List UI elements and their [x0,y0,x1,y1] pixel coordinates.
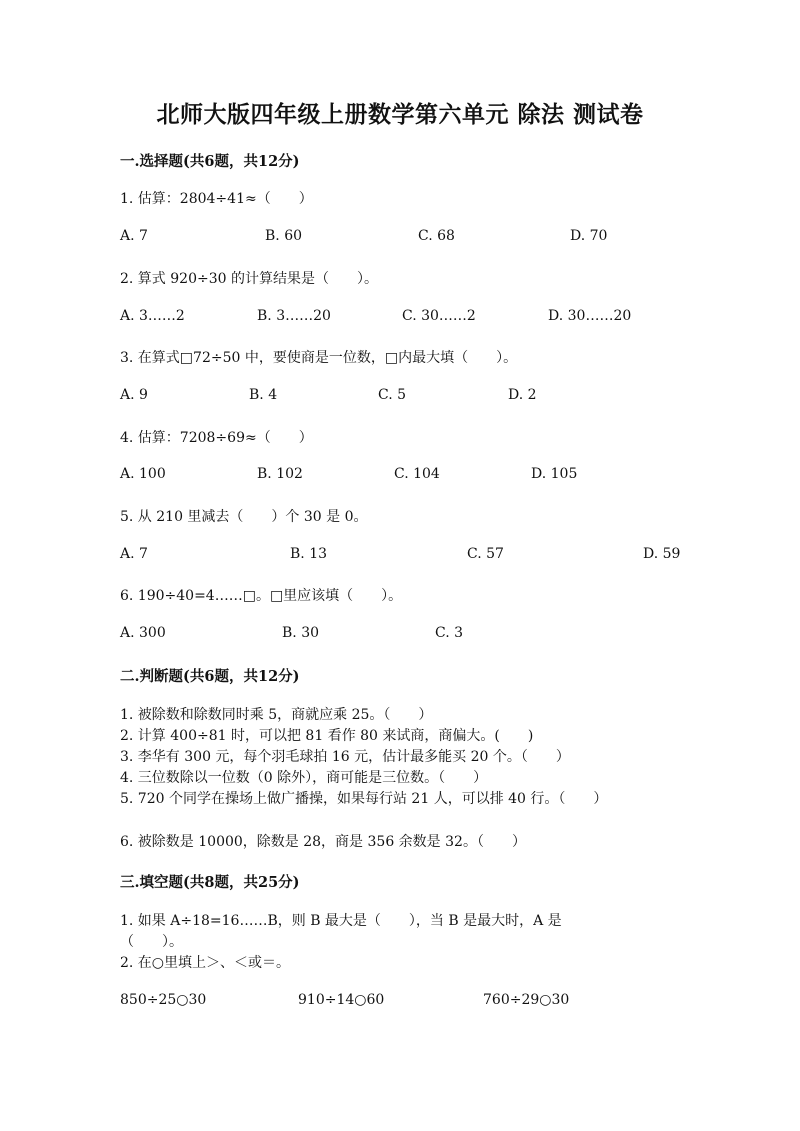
question-text: 2. 算式 920÷30 的计算结果是（ ）。 [120,271,378,287]
compare-expression: 850÷25○30 [120,992,207,1008]
option-d: D. 105 [531,466,578,482]
judgement-item: 1. 被除数和除数同时乘 5，商就应乘 25。（ ） [120,707,433,723]
judgement-item: 6. 被除数是 10000，除数是 28，商是 356 余数是 32。（ ） [120,834,526,850]
option-a: A. 300 [120,625,166,641]
option-b: B. 30 [282,625,320,641]
option-d: D. 59 [643,546,681,562]
option-d: D. 70 [570,228,608,244]
judgement-item: 3. 李华有 300 元，每个羽毛球拍 16 元，估计最多能买 20 个。（ ） [120,749,570,765]
option-a: A. 7 [120,228,148,244]
judgement-item: 2. 计算 400÷81 时，可以把 81 看作 80 来试商，商偏大。( ) [120,728,534,744]
fill-question-line: 2. 在○里填上＞、＜或＝。 [120,955,291,971]
judgement-item: 5. 720 个同学在操场上做广播操，如果每行站 21 人，可以排 40 行。（ ） [120,791,608,807]
option-b: B. 13 [290,546,328,562]
section-heading-choice: 一.选择题(共6题，共12分) [120,153,300,170]
option-c: C. 3 [435,625,464,641]
question-text: 4. 估算：7208÷69≈（ ） [120,430,313,446]
fill-question-line: 1. 如果 A÷18=16……B，则 B 最大是（ ），当 B 是最大时，A 是 [120,913,562,929]
option-a: A. 3……2 [120,308,185,324]
option-b: B. 60 [265,228,303,244]
option-a: A. 9 [120,387,148,403]
question-text: 5. 从 210 里减去（ ）个 30 是 0。 [120,509,368,525]
question-text: 6. 190÷40=4……□。□里应该填（ ）。 [120,588,403,604]
option-a: A. 100 [120,466,166,482]
option-c: C. 30……2 [402,308,476,324]
option-c: C. 57 [467,546,504,562]
judgement-item: 4. 三位数除以一位数（0 除外），商可能是三位数。（ ） [120,770,488,786]
question-text: 1. 估算：2804÷41≈（ ） [120,191,313,207]
option-c: C. 104 [394,466,440,482]
question-text: 3. 在算式□72÷50 中，要使商是一位数，□内最大填（ ）。 [120,350,518,366]
option-d: D. 30……20 [548,308,632,324]
option-c: C. 68 [418,228,455,244]
section-heading-fill: 三.填空题(共8题，共25分) [120,874,300,891]
option-a: A. 7 [120,546,148,562]
compare-expression: 760÷29○30 [483,992,570,1008]
page-title: 北师大版四年级上册数学第六单元 除法 测试卷 [156,101,644,128]
option-c: C. 5 [378,387,407,403]
compare-expression: 910÷14○60 [298,992,385,1008]
option-b: B. 3……20 [257,308,331,324]
option-b: B. 102 [257,466,303,482]
fill-question-line: （ ）。 [120,934,183,950]
section-heading-judgement: 二.判断题(共6题，共12分) [120,668,300,685]
option-d: D. 2 [508,387,537,403]
option-b: B. 4 [249,387,278,403]
